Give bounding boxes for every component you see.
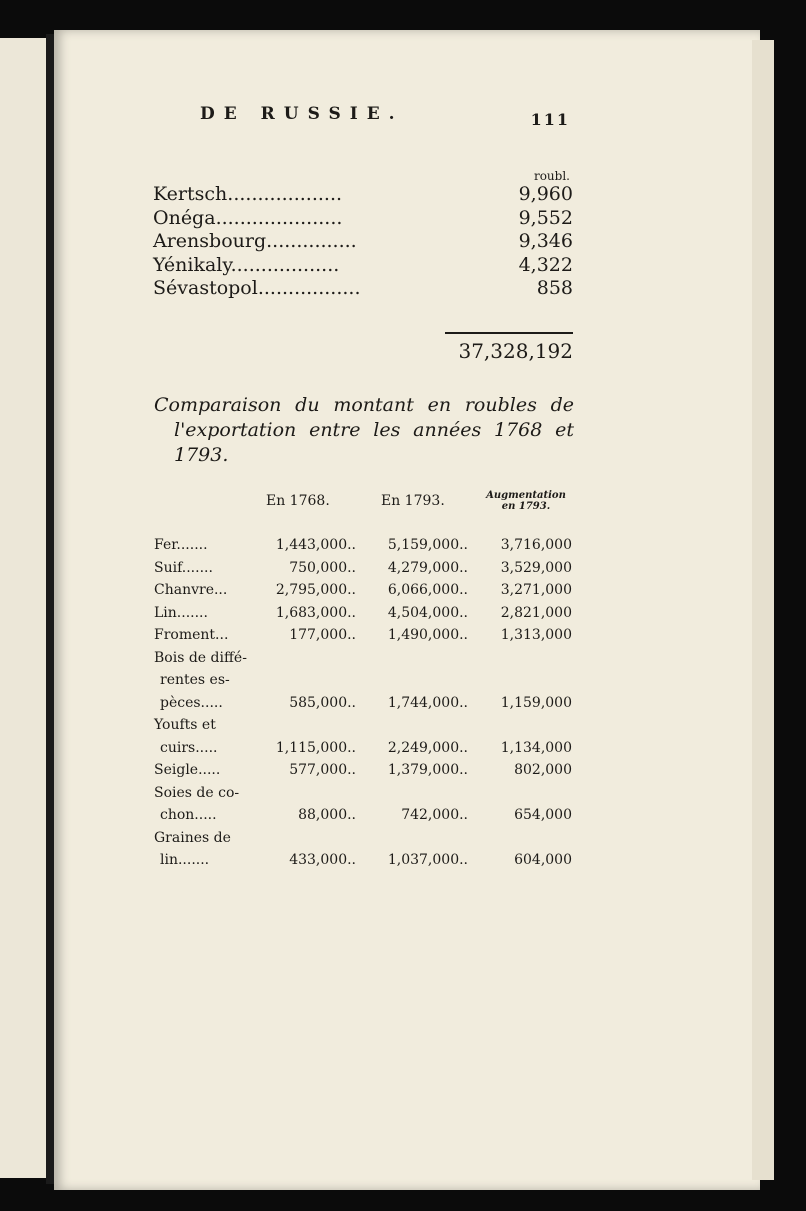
table-row — [154, 627, 574, 650]
value-increase: 1,134,000 — [500, 739, 572, 756]
value-1768: 585,000.. — [289, 694, 356, 711]
value-increase: 604,000 — [514, 852, 572, 868]
table-row — [154, 762, 574, 785]
row-label: Graines de lin....... — [154, 829, 231, 868]
value-increase: 1,313,000 — [500, 627, 572, 643]
unit-label: roubl. — [533, 169, 570, 183]
value-1768: 88,000.. — [298, 807, 356, 823]
column-header-1793: En 1793. — [381, 493, 445, 509]
port-value: 858 — [536, 277, 573, 299]
value-increase: 3,529,000 — [500, 559, 572, 576]
table-row — [154, 537, 574, 560]
row-label: Fer....... — [154, 537, 208, 553]
value-1768: 177,000.. — [289, 627, 356, 643]
list-item — [153, 230, 573, 254]
heading-line: l'exportation entre les années 1768 et — [174, 419, 574, 441]
value-increase: 3,716,000 — [500, 537, 572, 553]
table-row — [154, 717, 574, 762]
port-value: 9,960 — [518, 183, 573, 205]
list-item — [153, 183, 573, 207]
table-row — [154, 650, 574, 718]
port-name: Yénikaly.................. — [153, 253, 340, 276]
value-increase: 2,821,000 — [500, 604, 572, 621]
book-gutter — [46, 34, 54, 1184]
page-number: 111 — [530, 110, 570, 129]
page-fore-edge — [752, 40, 774, 1180]
section-heading — [154, 393, 574, 468]
value-1793: 6,066,000.. — [387, 582, 468, 598]
value-1768: 577,000.. — [289, 762, 356, 778]
value-1768: 433,000.. — [289, 852, 356, 868]
row-label: Bois de diffé- rentes es- pèces..... — [154, 649, 247, 711]
row-label: Youfts et cuirs..... — [154, 717, 218, 756]
value-1793: 1,379,000.. — [387, 762, 468, 778]
table-row — [154, 830, 574, 875]
total-value: 37,328,192 — [458, 339, 573, 363]
port-name: Sévastopol................. — [153, 277, 361, 299]
running-title: DE RUSSIE. — [200, 104, 404, 124]
row-label: Lin....... — [154, 604, 208, 621]
column-header-1768: En 1768. — [266, 493, 330, 509]
heading-line: Comparaison du montant en roubles de — [154, 394, 574, 416]
value-1768: 1,115,000.. — [275, 739, 356, 756]
value-1768: 2,795,000.. — [275, 582, 356, 598]
value-1793: 742,000.. — [401, 807, 468, 823]
value-1793: 1,490,000.. — [387, 627, 468, 643]
export-table — [154, 537, 574, 875]
value-increase: 654,000 — [514, 807, 572, 823]
port-name: Kertsch................... — [153, 183, 343, 205]
port-value: 9,346 — [518, 230, 573, 252]
port-value: 4,322 — [518, 253, 573, 276]
value-1768: 1,683,000.. — [275, 604, 356, 621]
value-1793: 1,037,000.. — [387, 852, 468, 868]
column-header-increase: Augmentation en 1793. — [486, 490, 566, 512]
port-name: Onéga..................... — [153, 206, 343, 229]
row-label: Chanvre... — [154, 582, 228, 598]
row-label: Soies de co- chon..... — [154, 784, 240, 823]
value-1793: 4,279,000.. — [387, 559, 468, 576]
table-row — [154, 560, 574, 583]
table-row — [154, 785, 574, 830]
row-label: Seigle..... — [154, 762, 221, 778]
list-item — [153, 254, 573, 278]
port-list — [153, 183, 573, 301]
value-increase: 3,271,000 — [500, 582, 572, 598]
value-1768: 1,443,000.. — [275, 537, 356, 553]
table-row — [154, 582, 574, 605]
row-label: Suif....... — [154, 559, 213, 576]
value-increase: 1,159,000 — [500, 694, 572, 711]
value-1793: 1,744,000.. — [387, 694, 468, 711]
sum-rule — [445, 332, 573, 334]
value-1768: 750,000.. — [289, 559, 356, 576]
list-item — [153, 207, 573, 231]
list-item — [153, 277, 573, 301]
value-1793: 4,504,000.. — [387, 604, 468, 621]
port-name: Arensbourg............... — [153, 230, 357, 252]
table-row — [154, 605, 574, 628]
row-label: Froment... — [154, 627, 229, 643]
facing-page-edge — [0, 38, 46, 1178]
value-increase: 802,000 — [514, 762, 572, 778]
value-1793: 2,249,000.. — [387, 739, 468, 756]
heading-line: 1793. — [174, 444, 229, 466]
port-value: 9,552 — [518, 206, 573, 229]
value-1793: 5,159,000.. — [387, 537, 468, 553]
running-head — [200, 104, 570, 129]
